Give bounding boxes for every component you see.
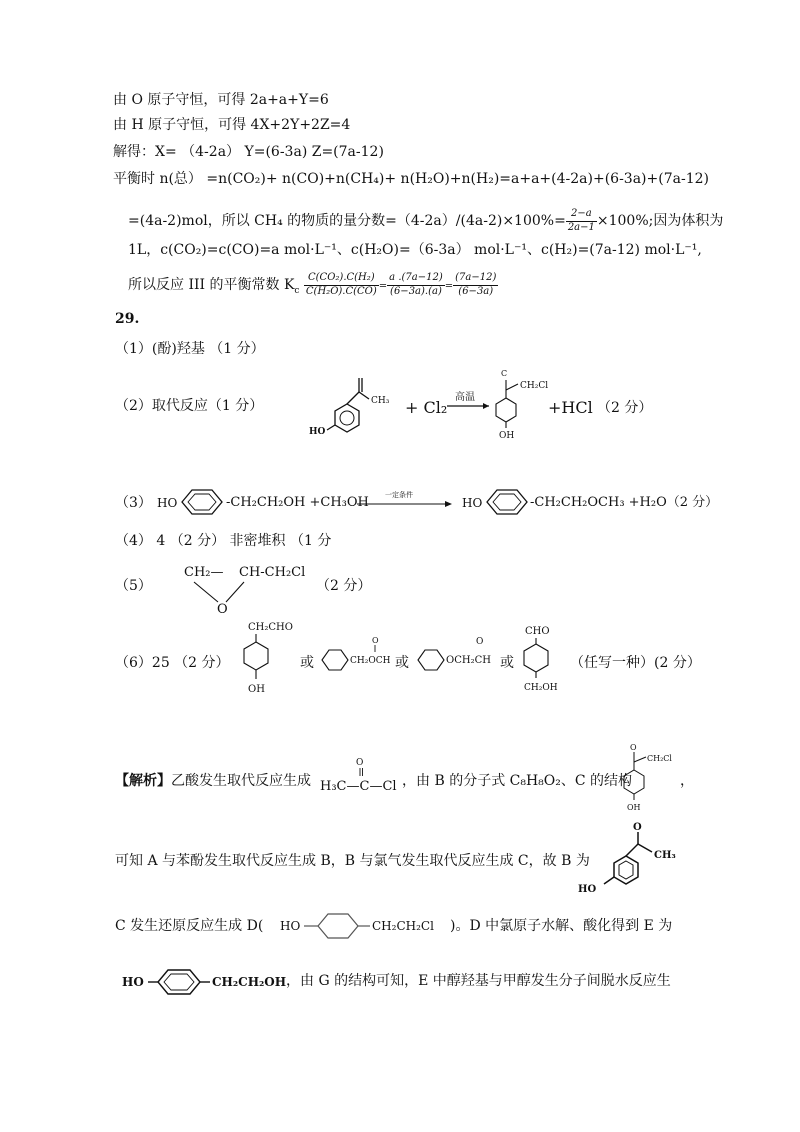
answer-2-label: （2）取代反应（1 分） (115, 398, 264, 414)
structure-b-reactant (305, 372, 395, 442)
c-analysis-o: O (630, 743, 637, 752)
text-solution: 解得：X= （4-2a） Y=(6-3a) Z=(7a-12) (113, 144, 384, 160)
e-chain: CH₂CH₂OH (212, 975, 287, 989)
k-prefix: 所以反应 III 的平衡常数 K (128, 277, 295, 293)
analysis-heading: 【解析】 (115, 773, 171, 789)
answer-6-note: （任写一种）(2 分） (570, 655, 701, 671)
mole-fraction-prefix: =(4a-2)mol，所以 CH₄ 的物质的量分数=（4-2a）/(4a-2)×100%= (128, 213, 566, 229)
mole-fraction-fraction (566, 208, 597, 234)
structure-c-analysis (616, 740, 690, 820)
isomer3-o: O (476, 637, 484, 647)
b-analysis-o: O (633, 822, 642, 833)
arrow2-condition: 一定条件 (385, 491, 413, 499)
structure-b-analysis (574, 822, 694, 896)
text-o-conservation: 由 O 原子守恒，可得 2a+a+Y=6 (113, 92, 329, 108)
k-subscript: c (294, 285, 300, 296)
epoxide-structure (180, 560, 320, 616)
text-total-moles: 平衡时 n(总） =n(CO₂)+ n(CO)+n(CH₄)+ n(H₂O)+n(H₂)=a+a+(4-2a)+(6-3a)+(7a-12) (113, 171, 709, 187)
acetyl-chloride-structure (318, 756, 408, 796)
k-fraction-3 (453, 272, 498, 298)
k-f2-den: (6−3a).(a) (390, 285, 442, 297)
reactant-cl2: + Cl₂ (405, 398, 448, 417)
question-number: 29. (115, 311, 140, 327)
label-ho: HO (309, 427, 326, 437)
isomer2-chain: CH₂OCH (350, 656, 391, 666)
c-analysis-oh: OH (627, 803, 641, 812)
isomer4-bot: CH₂OH (524, 683, 558, 693)
isomer-structure-3 (416, 636, 500, 676)
answer-3-label: （3） (115, 495, 152, 511)
c-analysis-ch2cl: CH₂Cl (647, 754, 672, 763)
fraction-denominator: 2a−1 (567, 221, 595, 233)
answer-1: （1）(酚)羟基 （1 分） (115, 341, 265, 357)
d-chain: CH₂CH₂Cl (372, 919, 434, 933)
structure-e (120, 966, 290, 996)
k-f3-num: (7a−12) (453, 272, 498, 286)
benzene-ring-3a (180, 486, 226, 518)
k-eq-1: = (378, 281, 388, 292)
answer-5-score: （2 分） (316, 578, 372, 594)
or-2: 或 (395, 655, 409, 671)
e-ho: HO (122, 975, 144, 989)
analysis-text-1: 乙酸发生取代反应生成 (171, 773, 311, 789)
or-3: 或 (500, 655, 514, 671)
text-mole-fraction (128, 208, 723, 234)
analysis-line-4: ，由 G 的结构可知，E 中醇羟基与甲醇发生分子间脱水反应生 (286, 973, 671, 989)
fraction-numerator: 2−a (566, 208, 597, 222)
answer-3-reactants: -CH₂CH₂OH +CH₃OH (226, 495, 369, 510)
reaction-arrow-1 (445, 388, 493, 416)
or-1: 或 (300, 655, 314, 671)
k-f2-num: a .(7a−12) (387, 272, 445, 286)
arrow-condition: 高温 (455, 392, 475, 403)
mole-fraction-suffix: ×100%;因为体积为 (596, 213, 724, 229)
isomer3-chain: OCH₂CH (446, 655, 491, 666)
structure-d (278, 910, 458, 940)
answer-3-ho-product: HO (462, 496, 483, 510)
label-ch2cl: CH₂Cl (520, 381, 549, 391)
k-f3-den: (6−3a) (458, 285, 494, 297)
epoxide-ch2: CH₂— (184, 565, 224, 580)
text-concentrations: 1L，c(CO₂)=c(CO)=a mol·L⁻¹、c(H₂O)=（6-3a） mol·L⁻¹、c(H₂)=(7a-12) mol·L⁻¹, (128, 242, 702, 258)
answer-3-products: -CH₂CH₂OCH₃ +H₂O（2 分） (530, 495, 719, 510)
analysis-line-3b: )。D 中氯原子水解、酸化得到 E 为 (450, 918, 673, 934)
isomer2-o: O (372, 636, 379, 645)
k-f1-den: C(H₂O).C(CO) (305, 285, 377, 297)
analysis-comma-1: ， (680, 773, 694, 789)
k-eq-2: = (444, 281, 454, 292)
answer-2-score: （2 分） (597, 400, 653, 416)
analysis-line-3a: C 发生还原反应生成 D( (115, 918, 264, 934)
b-analysis-ch3: CH₃ (654, 850, 676, 861)
answer-6-label: （6）25 （2 分） (115, 655, 230, 671)
epoxide-o: O (217, 602, 228, 617)
benzene-ring-3b (485, 486, 531, 518)
text-h-conservation: 由 H 原子守恒，可得 4X+2Y+2Z=4 (113, 117, 351, 133)
text-equilibrium-constant (128, 272, 498, 298)
b-analysis-ho: HO (578, 884, 597, 895)
analysis-line-2: 可知 A 与苯酚发生取代反应生成 B，B 与氯气发生取代反应生成 C，故 B 为 (115, 853, 590, 869)
isomer1-oh: OH (248, 684, 265, 695)
isomer-structure-4 (514, 620, 578, 704)
isomer1-top: CH₂CHO (248, 622, 293, 633)
d-ho: HO (280, 919, 301, 933)
answer-4: （4） 4 （2 分） 非密堆积 （1 分 (115, 533, 332, 549)
k-fraction-2 (387, 272, 445, 298)
isomer4-top: CHO (525, 626, 550, 637)
reaction-arrow-2 (355, 488, 455, 514)
epoxide-chain: CH-CH₂Cl (239, 565, 306, 580)
isomer-structure-1 (232, 616, 302, 700)
label-ch3: CH₃ (371, 396, 390, 406)
k-fraction-1 (304, 272, 379, 298)
acetyl-formula: H₃C—C—Cl (320, 779, 397, 794)
label-oh: OH (499, 431, 515, 441)
label-o-top: C (501, 369, 508, 378)
analysis-text-2: ，由 B 的分子式 C₈H₈O₂、C 的结构 (402, 773, 633, 789)
isomer-structure-2 (320, 636, 392, 676)
answer-3-ho: HO (157, 496, 178, 510)
answer-5-label: （5） (115, 578, 152, 594)
analysis-line-1 (115, 773, 311, 790)
acetyl-o: O (356, 758, 364, 768)
product-hcl: +HCl (548, 398, 593, 417)
k-f1-num: C(CO₂).C(H₂) (304, 272, 379, 286)
